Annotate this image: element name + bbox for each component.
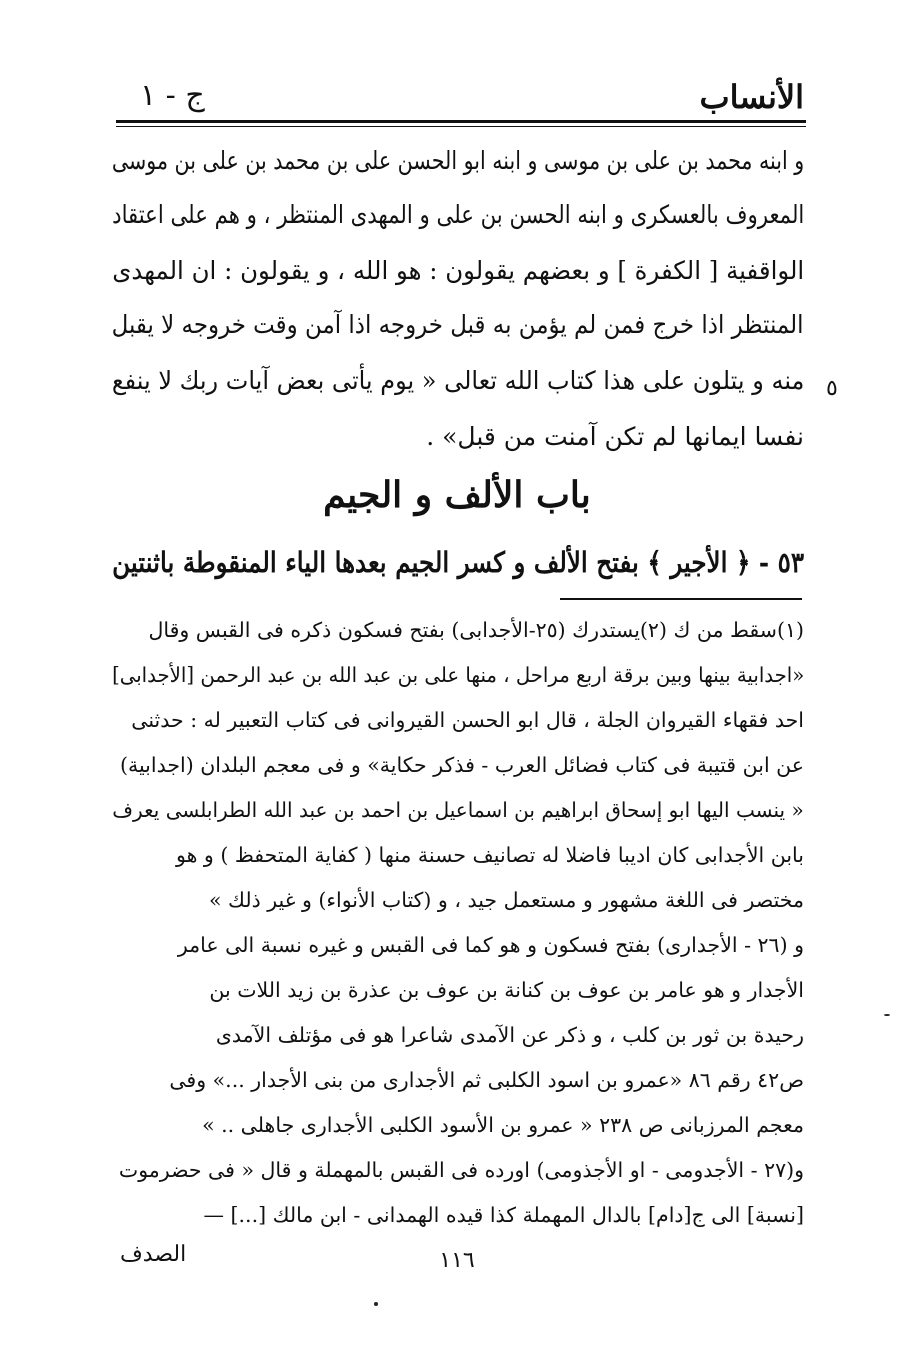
- body-line: المعروف بالعسکری و ابنه الحسن بن علی و المهدی المنتظر ، و هم على اعتقاد: [111, 200, 804, 229]
- body-line: و ابنه محمد بن علی بن موسى و ابنه ابو الحسن على بن محمد بن على بن موسى: [111, 146, 804, 175]
- footnote-line: ص٤٢ رقم ٨٦ «عمرو بن اسود الكلبى ثم الأجدارى من بنى الأجدار ...» وفى: [169, 1068, 804, 1092]
- header-rule-thin: [116, 126, 806, 127]
- footnote-rule: [560, 598, 802, 600]
- footnote-line: «اجدابية بينها وبين برقة اربع مراحل ، منها على بن عبد الله بن عبد الرحمن [الأجدابى]: [111, 663, 804, 687]
- footnote-line: مختصر فى اللغة مشهور و مستعمل جيد ، و (كتاب الأنواء) و غير ذلك »: [209, 888, 804, 912]
- stray-mark: [884, 1014, 890, 1016]
- header-rule-thick: [116, 120, 806, 123]
- page-number: ١١٦: [439, 1248, 475, 1273]
- footnote-line: الأجدار و هو عامر بن عوف بن كنانة بن عوف بن عذرة بن زيد اللات بن: [209, 978, 804, 1002]
- footnote-line: رحيدة بن ثور بن كلب ، و ذكر عن الآمدى شاعرا هو فى مؤتلف الآمدى: [215, 1023, 804, 1047]
- body-line: المنتظر اذا خرج فمن لم يؤمن به قبل خروجه اذا آمن وقت خروجه لا يقبل: [112, 310, 804, 339]
- body-line: نفسا ايمانها لم تكن آمنت من قبل» .: [426, 422, 804, 451]
- entry-53: ٥٣ - ﴿ الأجير ﴾ بفتح الألف و كسر الجيم بعدها الياء المنقوطة باثنتين: [112, 546, 804, 579]
- stray-mark: [374, 1302, 378, 1306]
- footnote-line: بابن الأجدابى كان اديبا فاضلا له تصانيف حسنة منها ( كفاية المتحفظ ) و هو: [176, 843, 804, 867]
- line-number-marker: ٥: [826, 376, 838, 401]
- body-line: منه و يتلون على هذا كتاب الله تعالى « يوم يأتى بعض آيات ربك لا ينفع: [111, 366, 804, 395]
- footnote-line: « ينسب اليها ابو إسحاق ابراهيم بن اسماعيل بن احمد بن عبد الله الطرابلسى يعرف: [112, 798, 804, 822]
- footnote-line: (١)سقط من ك (٢)يستدرك (٢٥-الأجدابى) بفتح فسكون ذكره فى القبس وقال: [148, 618, 804, 642]
- catchword: الصدف: [120, 1242, 187, 1267]
- volume-label: ج - ١: [140, 78, 205, 113]
- footnote-line: عن ابن قتيبة فى كتاب فضائل العرب - فذكر حكاية» و فى معجم البلدان (اجدابية): [120, 753, 804, 777]
- footnote-line: و (٢٦ - الأجدارى) بفتح فسكون و هو كما فى القبس و غيره نسبة الى عامر: [177, 933, 804, 957]
- section-heading: باب الألف و الجيم: [323, 474, 591, 516]
- body-line: الواقفية [ الكفرة ] و بعضهم يقولون : هو الله ، و يقولون : ان المهدی: [112, 256, 804, 285]
- footnote-line: معجم المرزبانى ص ٢٣٨ « عمرو بن الأسود الكلبى الأجدارى جاهلى .. »: [202, 1113, 804, 1137]
- footnote-line: و(٢٧ - الأجدومى - او الأجذومى) اورده فى القبس بالمهملة و قال « فى حضرموت: [118, 1158, 804, 1182]
- footnote-line: احد فقهاء القيروان الجلة ، قال ابو الحسن القيروانى فى كتاب التعبير له : حدثنى: [131, 708, 804, 732]
- running-title: الأنساب: [699, 78, 804, 116]
- footnote-line: [نسبة] الى ج[دام] بالدال المهملة كذا قيده الهمدانى - ابن مالك [...] —: [203, 1203, 804, 1227]
